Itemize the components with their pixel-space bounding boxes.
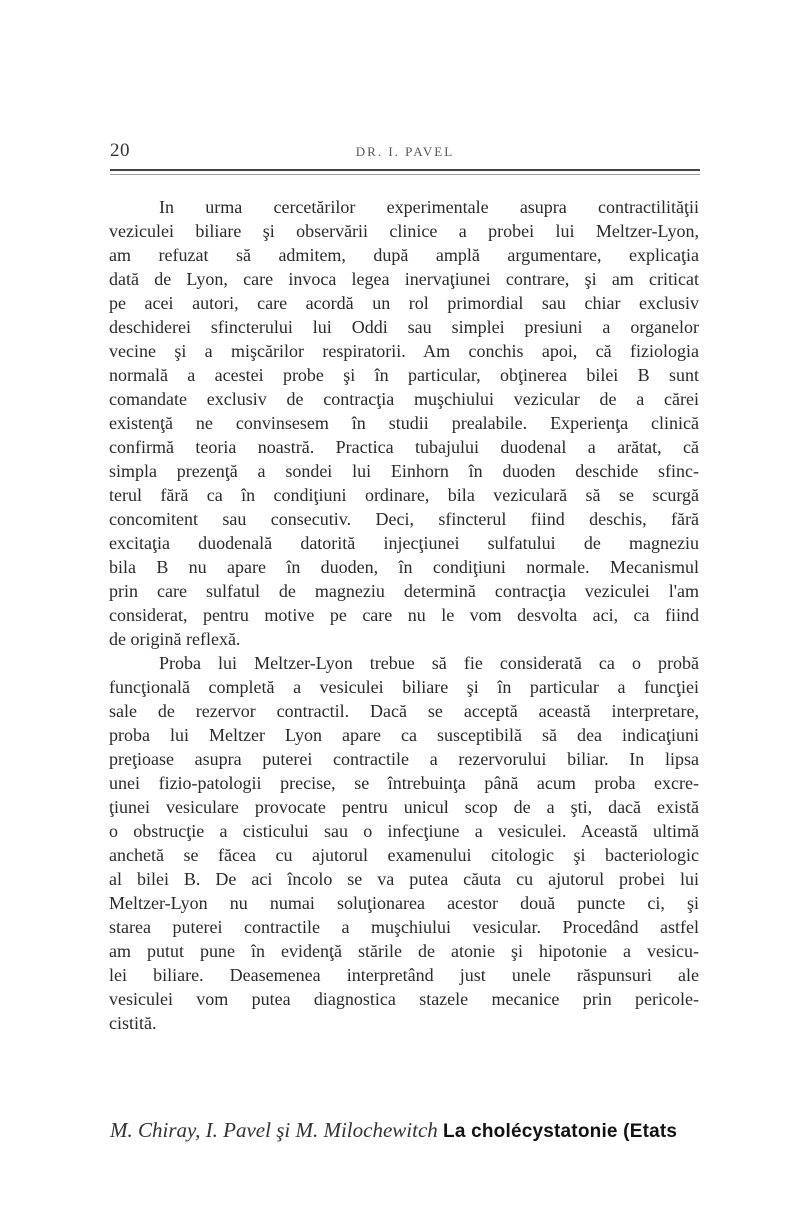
text-line: preţioase asupra puterei contractile a rezervorului biliar. In lipsa [109,749,699,769]
text-line: normală a acestei probe şi în particular, obţinerea bilei B sunt [109,365,699,385]
page-number: 20 [110,140,130,161]
page-header [110,140,700,164]
running-head: DR. I. PAVEL [355,144,455,159]
text-line: vesiculei vom putea diagnostica stazele mecanice prin pericole- [109,989,699,1009]
citation-title: La cholécystatonie (Etats [443,1121,678,1142]
citation [110,1116,710,1146]
text-line: prin care sulfatul de magneziu determină contracţia veziculei l'am [109,581,699,601]
text-line: lei biliare. Deasemenea interpretând just unele răspunsuri ale [109,965,699,985]
text-line: existenţă ne convinsesem în studii prealabile. Experienţa clinică [109,413,699,433]
text-line: In urma cercetărilor experimentale asupra contractilităţii [159,197,699,217]
text-line: pe acei autori, care acordă un rol primordial sau chiar exclusiv [109,293,699,313]
text-line: considerat, pentru motive pe care nu le vom desvolta aci, ca fiind [109,605,699,625]
text-line: Meltzer-Lyon nu numai soluţionarea acestor două puncte ci, şi [109,893,699,913]
text-line: terul fără ca în condiţiuni ordinare, bila veziculară să se scurgă [109,485,699,505]
body-text [109,195,699,1035]
text-line: unei fizio-patologii precise, se întrebuinţa până acum proba excre- [109,773,699,793]
header-rule-thick [110,169,700,171]
paragraph [109,651,699,1035]
text-line: sale de rezervor contractil. Dacă se acceptă această interpretare, [109,701,699,721]
text-line: excitaţia duodenală datorită injecţiunei sulfatului de magneziu [109,533,699,553]
citation-authors: M. Chiray, I. Pavel şi M. Milochewitch [110,1118,438,1142]
text-line: ţiunei vesiculare provocate pentru unicul scop de a şti, dacă există [109,797,699,817]
text-line: comandate exclusiv de contracţia muşchiului vezicular de a cărei [109,389,699,409]
paragraph [109,195,699,651]
text-line: anchetă se făcea cu ajutorul examenului citologic şi bacteriologic [109,845,699,865]
text-line: o obstrucţie a cisticului sau o infecţiune a vesiculei. Această ultimă [109,821,699,841]
text-line: concomitent sau consecutiv. Deci, sfincterul fiind deschis, fără [109,509,699,529]
text-line: Proba lui Meltzer-Lyon trebue să fie considerată ca o probă [159,653,699,673]
header-rule-thin [110,174,700,175]
text-line: al bilei B. De aci încolo se va putea căuta cu ajutorul probei lui [109,869,699,889]
text-line: proba lui Meltzer Lyon apare ca susceptibilă să dea indicaţiuni [109,725,699,745]
text-line: simpla prezenţă a sondei lui Einhorn în duoden deschide sfinc- [109,461,699,481]
text-line: am putut pune în evidenţă stările de atonie şi hipotonie a vesicu- [109,941,699,961]
text-line: vecine şi a mişcărilor respiratorii. Am conchis apoi, că fiziologia [109,341,699,361]
text-line: funcţională completă a vesiculei biliare şi în particular a funcţiei [109,677,699,697]
text-line: de origină reflexă. [109,629,241,649]
text-line: starea puterei contractile a muşchiului vesicular. Procedând astfel [109,917,699,937]
text-line: veziculei biliare şi observării clinice a probei lui Meltzer-Lyon, [109,221,699,241]
text-line: am refuzat să admitem, după amplă argumentare, explicaţia [109,245,699,265]
text-line: dată de Lyon, care invoca legea inervaţiunei contrare, şi am criticat [109,269,699,289]
text-line: deschiderei sfincterului lui Oddi sau simplei presiuni a organelor [109,317,699,337]
text-line: cistită. [109,1013,157,1033]
text-line: confirmă teoria noastră. Practica tubajului duodenal a arătat, că [109,437,699,457]
text-line: bila B nu apare în duoden, în condiţiuni normale. Mecanismul [109,557,699,577]
